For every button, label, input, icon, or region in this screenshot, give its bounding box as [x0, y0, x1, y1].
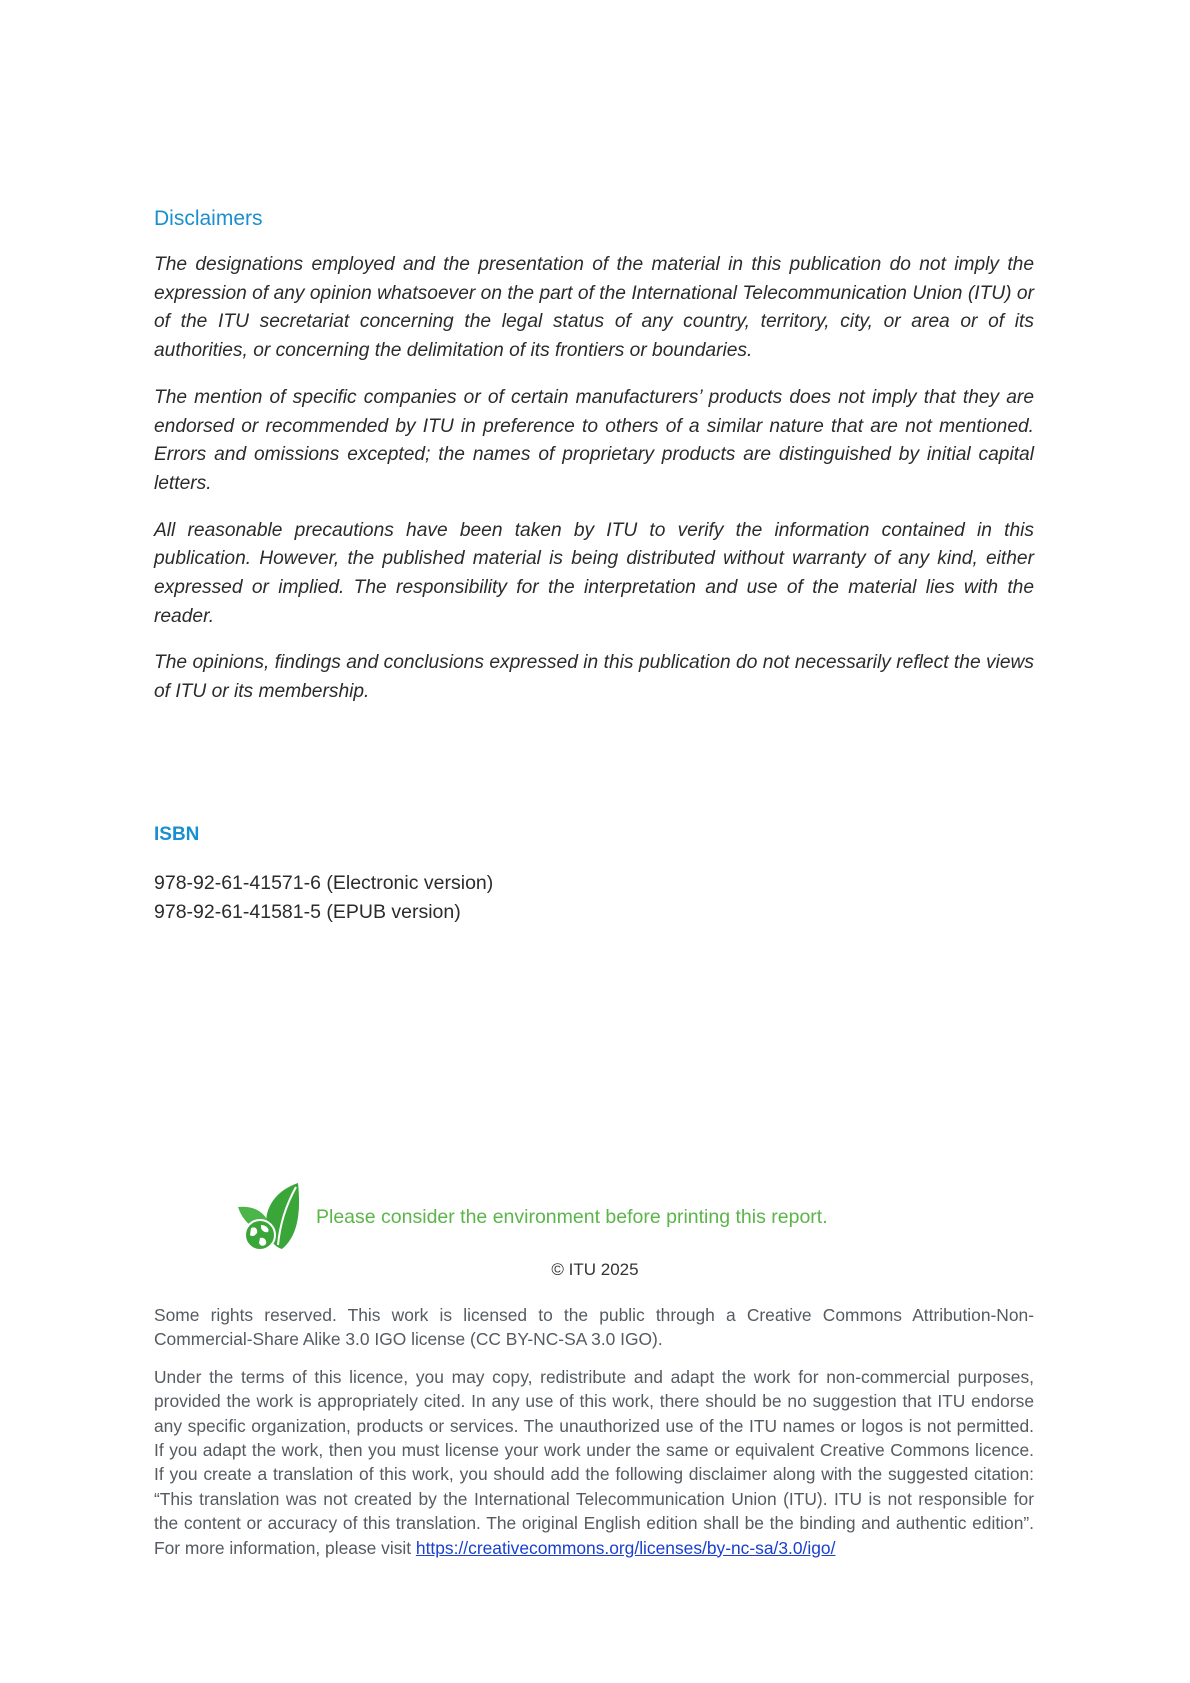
license-paragraph-terms [154, 1365, 1034, 1560]
disclaimers-body [154, 251, 1034, 725]
disclaimer-paragraph: The designations employed and the presentation of the material in this publication do not imply the expression of any opinion whatsoever on the part of the International Telecommunication Union (ITU) or of the ITU secretariat concerning the legal status of any country, territory, city, or area or of its authorities, or concerning the delimitation of its frontiers or boundaries. [154, 254, 1034, 362]
license-terms-text: Under the terms of this licence, you may copy, redistribute and adapt the work for non-commercial purposes, provided the work is appropriately cited. In any use of this work, there should be no suggestion that ITU endorse any specific organization, products or services. The unauthorized use of the ITU names or logos is not permitted. If you adapt the work, then you must license your work under the same or equivalent Creative Commons licence. If you create a translation of this work, you should add the following disclaimer along with the suggested citation: “This translation was not created by the International Telecommunication Union (ITU). ITU is not responsible for the content or accuracy of this translation. The original English edition shall be the binding and authentic edition”. For more information, please visit [154, 1366, 1034, 1558]
leaf-globe-icon [236, 1181, 302, 1253]
disclaimer-paragraph: The opinions, findings and conclusions expressed in this publication do not necessarily reflect the views of ITU or its membership. [154, 652, 1034, 703]
disclaimer-paragraph: The mention of specific companies or of certain manufacturers’ products does not imply that they are endorsed or recommended by ITU in preference to others of a similar nature that are not mentioned. Errors and omissions excepted; the names of proprietary products are distinguished by initial capital letters. [154, 386, 1034, 494]
environment-notice [236, 1180, 828, 1254]
license-block [154, 1303, 1034, 1573]
isbn-electronic: 978-92-61-41571-6 (Electronic version) [154, 872, 494, 894]
creative-commons-link[interactable]: https://creativecommons.org/licenses/by-nc-sa/3.0/igo/ [415, 1537, 836, 1558]
disclaimers-heading: Disclaimers [154, 207, 263, 230]
isbn-list [154, 869, 1034, 927]
isbn-epub: 978-92-61-41581-5 (EPUB version) [154, 901, 461, 923]
license-paragraph-rights: Some rights reserved. This work is licensed to the public through a Creative Commons Attribution-Non-Commercial-Share Alike 3.0 IGO license (CC BY-NC-SA 3.0 IGO). [154, 1305, 1034, 1350]
isbn-heading: ISBN [154, 824, 200, 845]
copyright-notice: © ITU 2025 [551, 1260, 639, 1279]
environment-text: Please consider the environment before printing this report. [316, 1205, 828, 1228]
disclaimer-paragraph: All reasonable precautions have been taken by ITU to verify the information contained in this publication. However, the published material is being distributed without warranty of any kind, either expressed or implied. The responsibility for the interpretation and use of the material lies with the reader. [154, 519, 1034, 627]
